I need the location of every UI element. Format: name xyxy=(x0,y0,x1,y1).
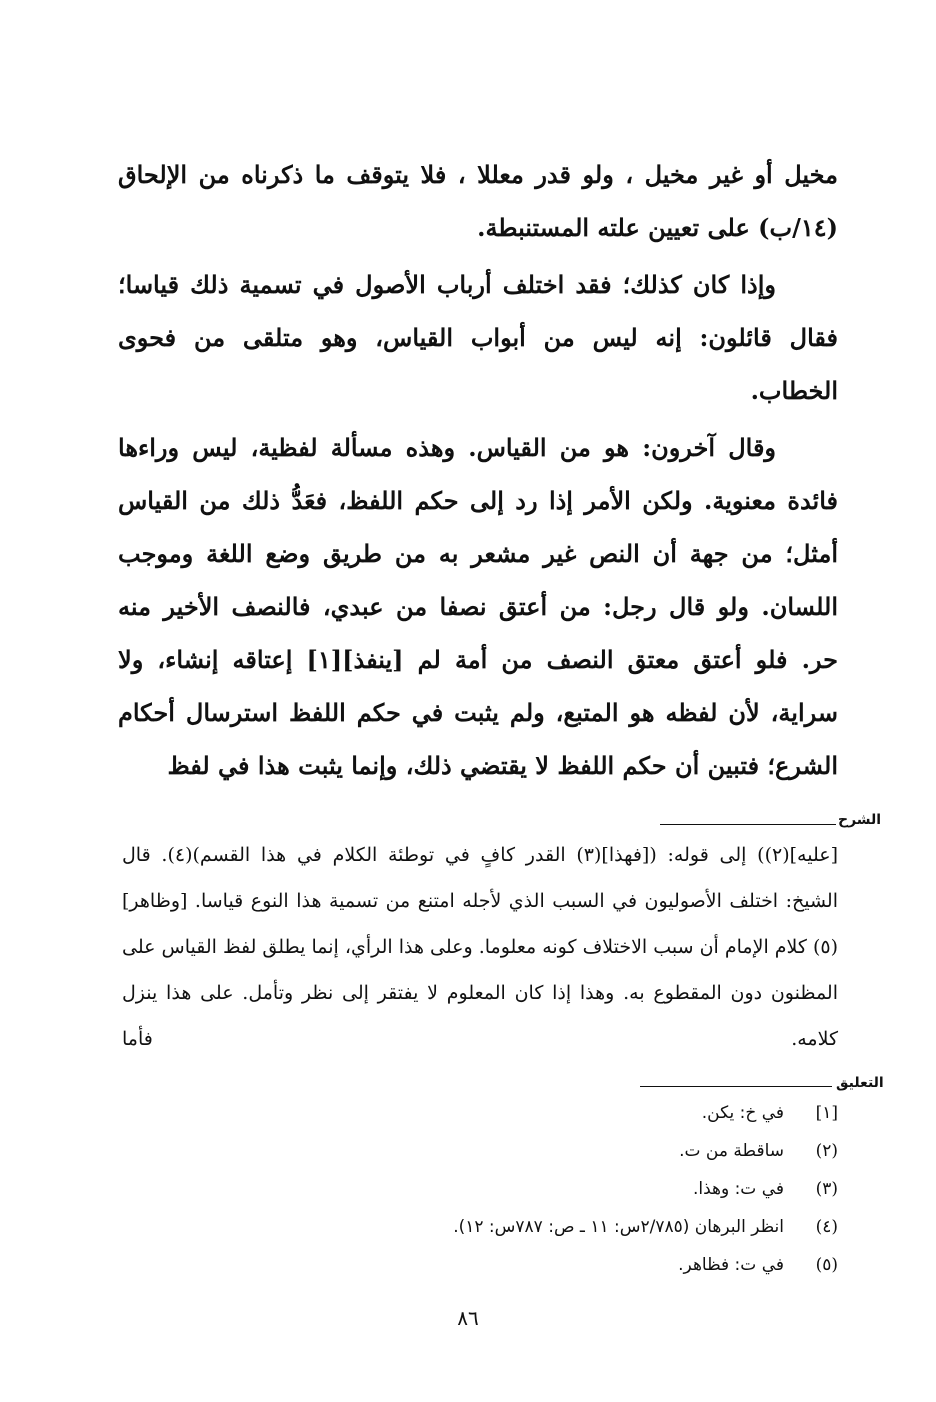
sharh-section xyxy=(122,832,838,1062)
footnote-text: في ت: فظاهر. xyxy=(678,1255,784,1275)
footnote-text: ساقطة من ت. xyxy=(679,1141,784,1161)
footnote-item xyxy=(300,1132,838,1170)
sharh-text: [عليه](٢)) إلى قوله: ([فهذا](٣) القدر كافٍ في توطئة الكلام في هذا القسم)(٤). قال الشيخ: اختلف الأصوليون في السبب الذي لأجله امتنع من تسمية هذا النوع قياسا. [وظاهر](٥) كلام الإمام أن سبب الاختلاف كونه معلوما. وعلى هذا الرأي، إنما يطلق لفظ القياس على المظنون دون المقطوع به. وهذا إذا كان المعلوم لا يفتقر إلى نظر وتأمل. على هذا ينزل كلامه. فأما xyxy=(122,844,838,1050)
footnote-text: في خ: يكن. xyxy=(701,1103,784,1123)
footnote-text: في ت: وهذا. xyxy=(692,1179,784,1199)
page-number: ٨٦ xyxy=(457,1306,479,1330)
footnote-number: (٣) xyxy=(815,1179,838,1199)
footnote-number: (٤) xyxy=(815,1217,838,1237)
taliq-label: التعليق xyxy=(836,1075,884,1091)
footnote-item xyxy=(300,1170,838,1208)
footnote-number: (٥) xyxy=(815,1255,838,1275)
sharh-label: الشرح xyxy=(838,812,882,828)
main-text xyxy=(118,148,838,792)
sharh-divider xyxy=(660,824,836,825)
main-paragraph-2: وإذا كان كذلك؛ فقد اختلف أرباب الأصول في تسمية ذلك قياسا؛ فقال قائلون: إنه ليس من أبواب القياس، وهو متلقى من فحوى الخطاب. xyxy=(118,270,838,405)
taliq-divider xyxy=(640,1086,832,1087)
footnote-item xyxy=(300,1246,838,1284)
footnote-number: [١] xyxy=(815,1103,838,1123)
footnote-number: (٢) xyxy=(815,1141,838,1161)
footnotes xyxy=(300,1094,838,1284)
main-paragraph-1: مخيل أو غير مخيل ، ولو قدر معللا ، فلا يتوقف ما ذكرناه من الإلحاق (١٤/ب) على تعيين علته المستنبطة. xyxy=(118,160,838,242)
footnote-text: انظر البرهان (٢/٧٨٥س: ١١ ـ ص: ٧٨٧س: ١٢). xyxy=(453,1217,784,1237)
footnote-item xyxy=(300,1094,838,1132)
footnote-item xyxy=(300,1208,838,1246)
main-paragraph-3: وقال آخرون: هو من القياس. وهذه مسألة لفظية، ليس وراءها فائدة معنوية. ولكن الأمر إذا رد إلى حكم اللفظ، فعَدُّ ذلك من القياس أمثل؛ من جهة أن النص غير مشعر به من طريق وضع اللغة وموجب اللسان. ولو قال رجل: من أعتق نصفا من عبدي، فالنصف الأخير منه حر. فلو أعتق معتق النصف من أمة لم [ينفذ][١] إعتاقه إنشاء، ولا سراية، لأن لفظه هو المتبع، ولم يثبت في حكم اللفظ استرسال أحكام الشرع؛ فتبين أن حكم اللفظ لا يقتضي ذلك، وإنما يثبت هذا في لفظ xyxy=(118,433,839,780)
